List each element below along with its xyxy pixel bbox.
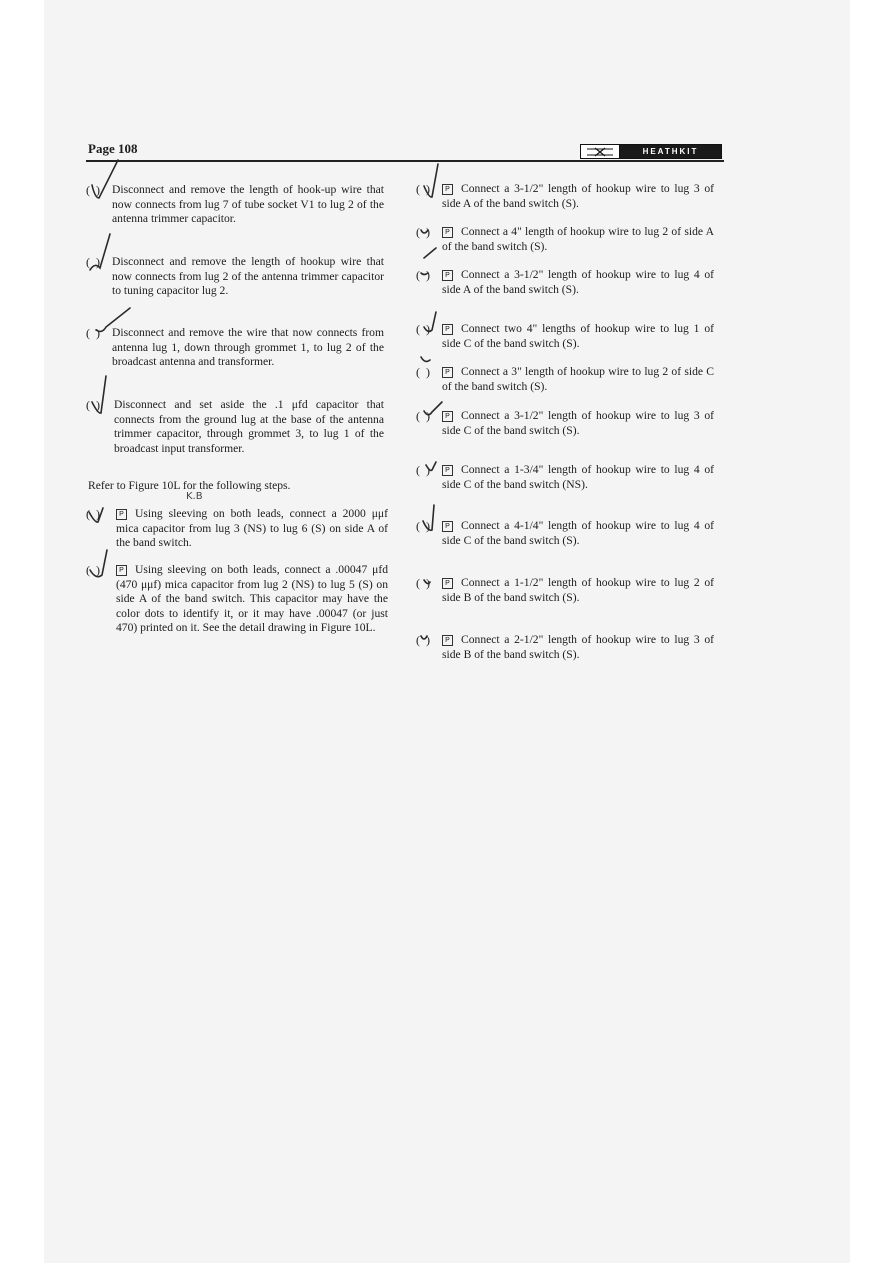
checkmark-icon (96, 308, 130, 331)
step-text: Connect a 4-1/4" length of hookup wire to lug 4 of side C of the band switch (S). (442, 519, 714, 547)
checkmark-icon (89, 508, 103, 522)
pictorial-p-icon: P (116, 565, 127, 576)
check-box[interactable]: ( ) (86, 255, 100, 269)
check-box[interactable]: ( ) (416, 409, 430, 423)
check-box[interactable]: ( ) (416, 365, 430, 379)
pictorial-p-icon: P (442, 465, 453, 476)
brand-name: HEATHKIT (620, 145, 721, 158)
pictorial-p-icon: P (442, 635, 453, 646)
checkmark-icon (424, 580, 430, 584)
check-box[interactable]: ( ) (416, 463, 430, 477)
step-text: Connect a 1-1/2" length of hookup wire to lug 2 of side B of the band switch (S). (442, 576, 714, 604)
checkmark-icon (424, 312, 436, 331)
check-box[interactable]: ( ) (416, 268, 430, 282)
page-number: Page 108 (88, 141, 138, 156)
check-box[interactable]: ( ) (86, 563, 100, 577)
checkmark-icon (92, 160, 118, 198)
step-text: Disconnect and remove the length of hook-up wire that now connects from lug 7 of tube socket V1 to lug 2 of the antenna trimmer capacitor. (112, 183, 384, 226)
step-text: Disconnect and remove the length of hookup wire that now connects from lug 2 of the antenna trimmer capacitor to tuning capacitor lug 2. (112, 255, 384, 298)
check-box[interactable]: ( ) (416, 322, 430, 336)
pictorial-p-icon: P (442, 184, 453, 195)
check-box[interactable]: ( ) (86, 398, 100, 412)
step-text: Disconnect and set aside the .1 μfd capacitor that connects from the ground lug at the base of the antenna trimmer capacitor, through grommet 3, to lug 1 of the broadcast input transformer. (114, 398, 384, 455)
pictorial-p-icon: P (442, 324, 453, 335)
checkmark-icon (424, 164, 438, 197)
check-box[interactable]: ( ) (416, 633, 430, 647)
checkmark-icon (92, 376, 106, 413)
step-text: Connect a 3-1/2" length of hookup wire to lug 3 of side C of the band switch (S). (442, 409, 714, 437)
step-text: Connect a 3" length of hookup wire to lug 2 of side C of the band switch (S). (442, 365, 714, 393)
step-text: Connect a 3-1/2" length of hookup wire to lug 4 of side A of the band switch (S). (442, 268, 714, 296)
handwritten-initials: K.B (186, 491, 203, 502)
check-box[interactable]: ( ) (416, 576, 430, 590)
pictorial-p-icon: P (116, 509, 127, 520)
checkmark-icon (421, 636, 427, 639)
pictorial-p-icon: P (442, 270, 453, 281)
check-box[interactable]: ( ) (86, 183, 100, 197)
pictorial-p-icon: P (442, 521, 453, 532)
pictorial-p-icon: P (442, 411, 453, 422)
check-box[interactable]: ( ) (416, 225, 430, 239)
pictorial-p-icon: P (442, 578, 453, 589)
checkmark-icon (423, 505, 434, 530)
checkmark-icon (426, 462, 436, 470)
step-text: Using sleeving on both leads, connect a 2000 μμf mica capacitor from lug 3 (NS) to lug 6 (S) on side A of the band switch. (116, 507, 388, 550)
step-text: Connect a 4" length of hookup wire to lug 2 of side A of the band switch (S). (442, 225, 714, 253)
check-box[interactable]: ( ) (86, 507, 100, 521)
step-text: Connect a 2-1/2" length of hookup wire to lug 3 of side B of the band switch (S). (442, 633, 714, 661)
step-text: Connect a 1-3/4" length of hookup wire to lug 4 of side C of the band switch (NS). (442, 463, 714, 491)
step-text: Connect a 3-1/2" length of hookup wire to lug 3 of side A of the band switch (S). (442, 182, 714, 210)
pictorial-p-icon: P (442, 227, 453, 238)
check-box[interactable]: ( ) (86, 326, 100, 340)
figure-reference-note: Refer to Figure 10L for the following steps. (88, 479, 291, 492)
pictorial-p-icon: P (442, 367, 453, 378)
checkmark-icon (421, 273, 428, 275)
checkmark-icon (424, 248, 436, 258)
check-box[interactable]: ( ) (416, 519, 430, 533)
check-box[interactable]: ( ) (416, 182, 430, 196)
checkmark-icon (90, 550, 107, 577)
checkmark-icon (421, 357, 430, 361)
step-text: Using sleeving on both leads, connect a .00047 μfd (470 μμf) mica capacitor from lug 2 (NS) to lug 5 (S) on side A of the band switch. This capacitor may have the color dots to identify it, or it may have .00047 (or just 470) printed on it. See the detail drawing in Figure 10L. (116, 563, 388, 635)
checkmark-icon (421, 230, 428, 233)
step-text: Connect two 4" lengths of hookup wire to lug 1 of side C of the band switch (S). (442, 322, 714, 350)
step-text: Disconnect and remove the wire that now connects from antenna lug 1, down through grommet 1, to lug 2 of the broadcast antenna and transformer. (112, 326, 384, 369)
checkmark-icon (90, 234, 110, 270)
checkmark-icon (424, 402, 442, 415)
